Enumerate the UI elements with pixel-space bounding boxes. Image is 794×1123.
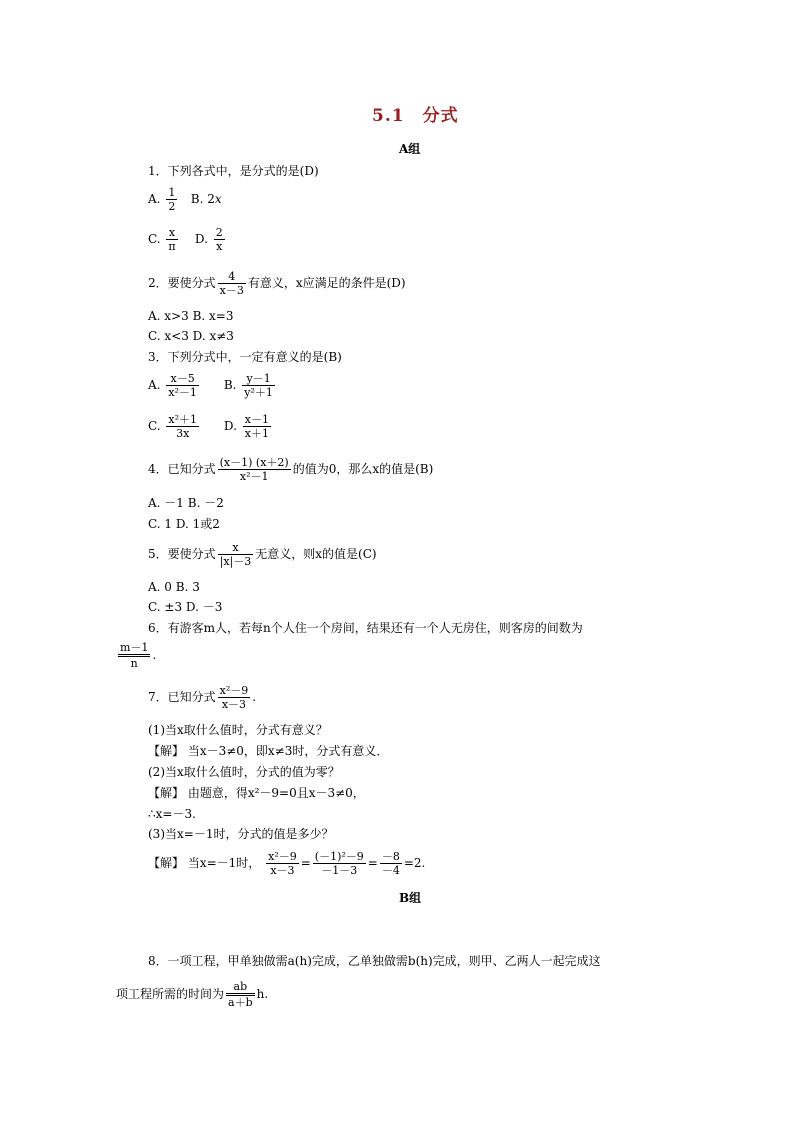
question-5-stem: 5．要使分式 $\frac{x}{|x|-3}$ 无意义，则x的值是(C) — [148, 541, 377, 568]
solution-fraction-2: $\frac{\text{(－1)²－9}}{-1-3}$ — [314, 850, 364, 877]
question-1-stem: 1．下列各式中，是分式的是(D) — [148, 164, 319, 178]
option-c-label: C. — [148, 232, 161, 246]
question-7-part-1: (1)当x取什么值时，分式有意义？ — [148, 723, 328, 737]
question-2-options-row1: A. x>3 B. x=3 — [148, 309, 234, 323]
question-7-solution-2b: ∴x=－3. — [148, 807, 196, 821]
question-5-options-row2: C. ±3 D. －3 — [148, 600, 223, 614]
question-1-options-ab: A. $\frac{1}{2}$ B. 2x — [148, 186, 222, 213]
question-7-stem: 7．已知分式 $\frac{\text{x²－9}}{x-3}$ . — [148, 684, 257, 711]
option-a-label: A. — [148, 192, 161, 206]
question-1-options-cd — [148, 226, 227, 253]
question-7-part-3: (3)当x=－1时，分式的值是多少？ — [148, 827, 334, 841]
option-c-fraction: $\frac{\text{x²＋1}}{3x}$ — [168, 413, 198, 440]
solution-fraction-3: $\frac{-8}{-4}$ — [381, 850, 400, 877]
option-b: B. 2 — [190, 192, 215, 206]
question-3-options-ab: A. $\frac{x-5}{\text{x²－1}}$ B. $\frac{y-1}{\text{y²＋1}}$ — [148, 372, 273, 399]
question-6-answer-fraction: $\frac{m-1}{n}$ — [120, 641, 149, 670]
option-d-label: D. — [194, 232, 208, 246]
question-2-fraction: $\frac{4}{x-3}$ — [219, 270, 244, 297]
question-7-solution-3: 【解】 当x=－1时， $\frac{\text{x²－9}}{x-3}$ = $\frac{\text{(－1)²－9}}{-1-3}$ = $\frac{-8}{-4}$ =2. — [148, 850, 426, 877]
question-5-fraction: $\frac{x}{|x|-3}$ — [219, 541, 252, 568]
question-4-stem: 4．已知分式 $\frac{(x-1) (x+2)}{\text{x²－1}}$ 的值为0，那么x的值是(B) — [148, 456, 434, 483]
question-3-options-cd: C. $\frac{\text{x²＋1}}{3x}$ D. $\frac{x-1}{x+1}$ — [148, 413, 269, 440]
question-7-part-2: (2)当x取什么值时，分式的值为零？ — [148, 765, 340, 779]
option-a-fraction: $\frac{1}{2}$ — [168, 186, 176, 213]
question-3-stem: 3．下列分式中，一定有意义的是(B) — [148, 350, 342, 364]
question-6-answer: $\frac{m-1}{n}$ . — [120, 641, 157, 670]
question-4-options-row1: A. －1 B. －2 — [148, 496, 224, 510]
question-4-fraction: $\frac{(x-1) (x+2)}{\text{x²－1}}$ — [219, 456, 289, 483]
option-c-fraction: $\frac{x}{\pi}$ — [168, 226, 176, 253]
question-2-stem: 2．要使分式 $\frac{4}{x-3}$ 有意义，x应满足的条件是(D) — [148, 270, 406, 297]
page-title: 5.1 分式 — [372, 106, 459, 126]
option-d-fraction: $\frac{x-1}{x+1}$ — [244, 413, 269, 440]
question-2-options-row2: C. x<3 D. x≠3 — [148, 329, 234, 343]
question-8-line-1: 8．一项工程，甲单独做需a(h)完成，乙单独做需b(h)完成，则甲、乙两人一起完成这 — [148, 954, 601, 968]
solution-fraction-1: $\frac{\text{x²－9}}{x-3}$ — [268, 850, 297, 877]
option-a-fraction: $\frac{x-5}{\text{x²－1}}$ — [168, 372, 197, 399]
option-b-fraction: $\frac{y-1}{\text{y²＋1}}$ — [244, 372, 273, 399]
option-d-fraction: $\frac{2}{x}$ — [215, 226, 223, 253]
question-7-solution-1: 【解】 当x－3≠0，即x≠3时，分式有意义． — [148, 744, 389, 758]
group-a-heading: A组 — [399, 142, 421, 156]
question-6-stem: 6．有游客m人，若每n个人住一个房间，结果还有一个人无房住，则客房的间数为 — [148, 621, 583, 635]
question-4-options-row2: C. 1 D. 1或2 — [148, 517, 220, 531]
question-8-answer-fraction: $\frac{ab}{a+b}$ — [228, 980, 253, 1009]
question-7-fraction: $\frac{\text{x²－9}}{x-3}$ — [219, 684, 249, 711]
question-8-line-2: 项工程所需的时间为 $\frac{ab}{a+b}$ h. — [116, 980, 269, 1009]
question-5-options-row1: A. 0 B. 3 — [148, 580, 200, 594]
question-7-solution-2a: 【解】 由题意，得x²－9=0且x－3≠0， — [148, 786, 365, 800]
group-b-heading: B组 — [399, 891, 422, 905]
